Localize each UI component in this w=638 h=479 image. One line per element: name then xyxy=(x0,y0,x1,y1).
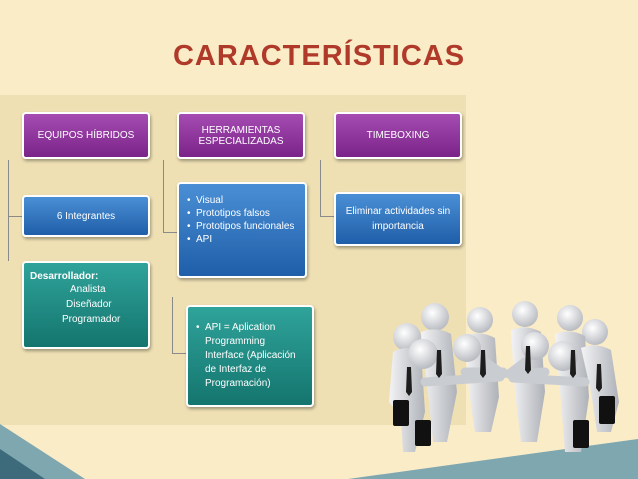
box-api xyxy=(186,305,314,407)
connector xyxy=(8,160,23,217)
connector xyxy=(8,216,23,261)
box-desarrollador xyxy=(22,261,150,349)
box-herramientas-list xyxy=(177,182,307,278)
list-item: • Prototipos funcionales xyxy=(196,220,294,233)
box-eliminar xyxy=(334,192,462,246)
header-equipos-hibridos xyxy=(22,112,150,159)
slide-title: CARACTERÍSTICAS xyxy=(172,40,466,72)
box-text: 6 Integrantes xyxy=(56,210,116,222)
list-item: • Prototipos falsos xyxy=(196,207,294,220)
header-label: ESPECIALIZADAS xyxy=(198,135,284,147)
role-disenador: Diseñador xyxy=(66,299,112,310)
connector xyxy=(172,297,187,354)
role-analista: Analista xyxy=(70,284,106,295)
header-label: HERRAMIENTAS xyxy=(201,124,281,136)
box-text: Eliminar actividades sin importancia xyxy=(345,206,451,232)
list-item: • API = Aplication Programming Interface (Aplicación de Interfaz de Programación) xyxy=(205,321,306,391)
header-label: EQUIPOS HÍBRIDOS xyxy=(37,130,135,141)
list-item: • API xyxy=(196,233,294,246)
list-item: • Visual xyxy=(196,194,294,207)
box-integrantes xyxy=(22,195,150,237)
decor-triangle xyxy=(0,449,45,479)
header-herramientas xyxy=(177,112,305,159)
header-timeboxing xyxy=(334,112,462,159)
role-programador: Programador xyxy=(62,314,121,325)
header-label: TIMEBOXING xyxy=(366,130,430,141)
connector xyxy=(163,160,178,233)
team-people-icon xyxy=(385,292,635,462)
connector xyxy=(320,160,335,217)
box-heading: Desarrollador: xyxy=(30,271,99,282)
